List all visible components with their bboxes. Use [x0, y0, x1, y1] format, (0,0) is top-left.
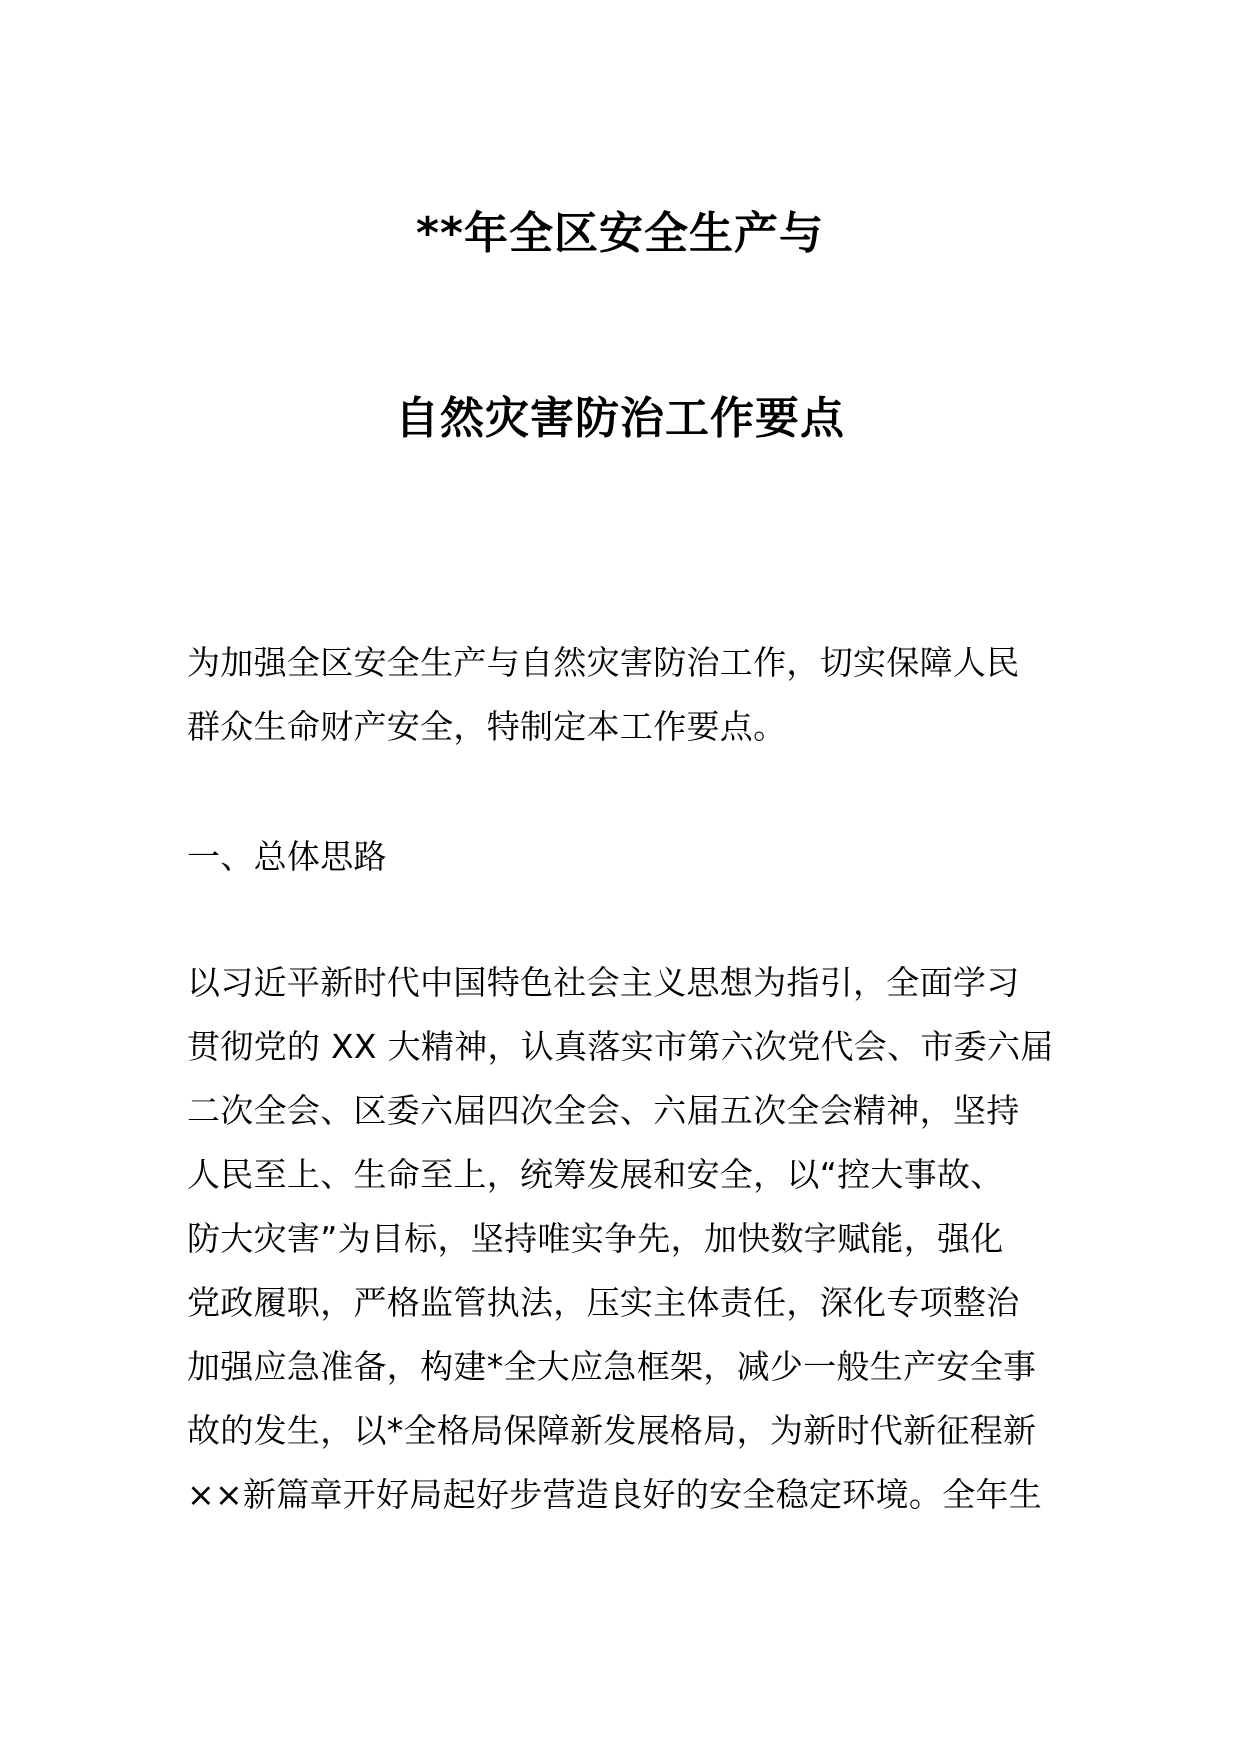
section-paragraph-line: 以习近平新时代中国特色社会主义思想为指引，全面学习 [187, 963, 1020, 1002]
section-heading: 一、总体思路 [187, 837, 387, 876]
intro-paragraph-line: 群众生命财产安全，特制定本工作要点。 [187, 707, 787, 746]
section-paragraph-line: 人民至上、生命至上，统筹发展和安全，以“控大事故、 [187, 1155, 1004, 1194]
section-paragraph-line: 二次全会、区委六届四次全会、六届五次全会精神，坚持 [187, 1091, 1020, 1130]
document-title-line-1: **年全区安全生产与 [415, 208, 825, 259]
section-paragraph-line: 故的发生，以*全格局保障新发展格局，为新时代新征程新 [187, 1411, 1037, 1450]
section-paragraph-line: 加强应急准备，构建*全大应急框架，减少一般生产安全事 [187, 1347, 1037, 1386]
document-title-line-2: 自然灾害防治工作要点 [395, 393, 845, 444]
section-paragraph-line: 党政履职，严格监管执法，压实主体责任，深化专项整治 [187, 1283, 1020, 1322]
section-paragraph-line: ××新篇章开好局起好步营造良好的安全稳定环境。全年生 [187, 1475, 1043, 1514]
section-paragraph-line: 贯彻党的 XX 大精神，认真落实市第六次党代会、市委六届 [187, 1027, 1054, 1066]
section-paragraph-line: 防大灾害”为目标，坚持唯实争先，加快数字赋能，强化 [187, 1219, 1004, 1258]
intro-paragraph-line: 为加强全区安全生产与自然灾害防治工作，切实保障人民 [187, 643, 1020, 682]
